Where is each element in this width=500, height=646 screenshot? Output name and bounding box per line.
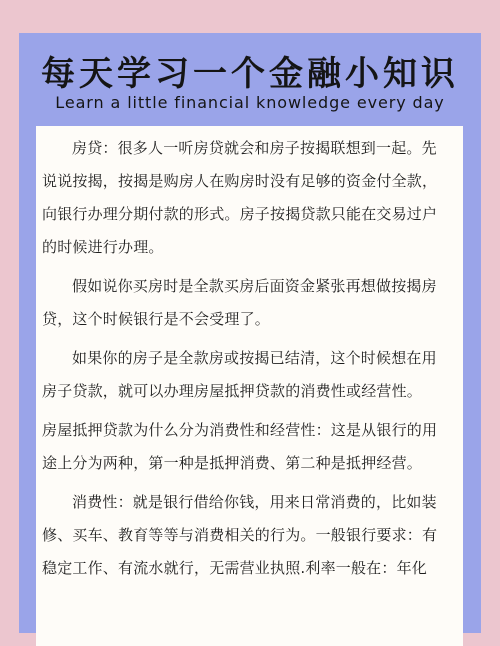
text-line: 房屋抵押贷款为什么分为消费性和经营性：这是从银行的用 — [42, 421, 438, 439]
text-line: 房子贷款，就可以办理房屋抵押贷款的消费性或经营性。 — [42, 382, 423, 400]
paragraph-1 — [42, 132, 459, 264]
article-body — [36, 126, 463, 646]
page-subtitle: Learn a little financial knowledge every day — [55, 93, 445, 112]
text-line: 途上分为两种，第一种是抵押消费、第二种是抵押经营。 — [42, 454, 423, 472]
text-line: 假如说你买房时是全款买房后面资金紧张再想做按揭房 — [72, 277, 437, 295]
paragraph-2 — [42, 270, 459, 336]
paragraph-4 — [42, 414, 459, 480]
text-line: 消费性：就是银行借给你钱，用来日常消费的，比如装 — [72, 493, 437, 511]
page-title: 每天学习一个金融小知识 — [41, 54, 459, 94]
text-line: 向银行办理分期付款的形式。房子按揭贷款只能在交易过户 — [42, 205, 438, 223]
text-line: 的时候进行办理。 — [42, 238, 164, 256]
text-line: 贷，这个时候银行是不会受理了。 — [42, 310, 271, 328]
paragraph-5 — [42, 486, 459, 585]
text-line: 说说按揭，按揭是购房人在购房时没有足够的资金付全款， — [42, 172, 438, 190]
poster-card — [19, 33, 481, 633]
text-line: 稳定工作、有流水就行，无需营业执照.利率一般在：年化 — [42, 559, 427, 577]
paragraph-3 — [42, 342, 459, 408]
text-line: 如果你的房子是全款房或按揭已结清，这个时候想在用 — [72, 349, 437, 367]
text-line: 房贷：很多人一听房贷就会和房子按揭联想到一起。先 — [72, 139, 437, 157]
text-line: 修、买车、教育等等与消费相关的行为。一般银行要求：有 — [42, 526, 438, 544]
